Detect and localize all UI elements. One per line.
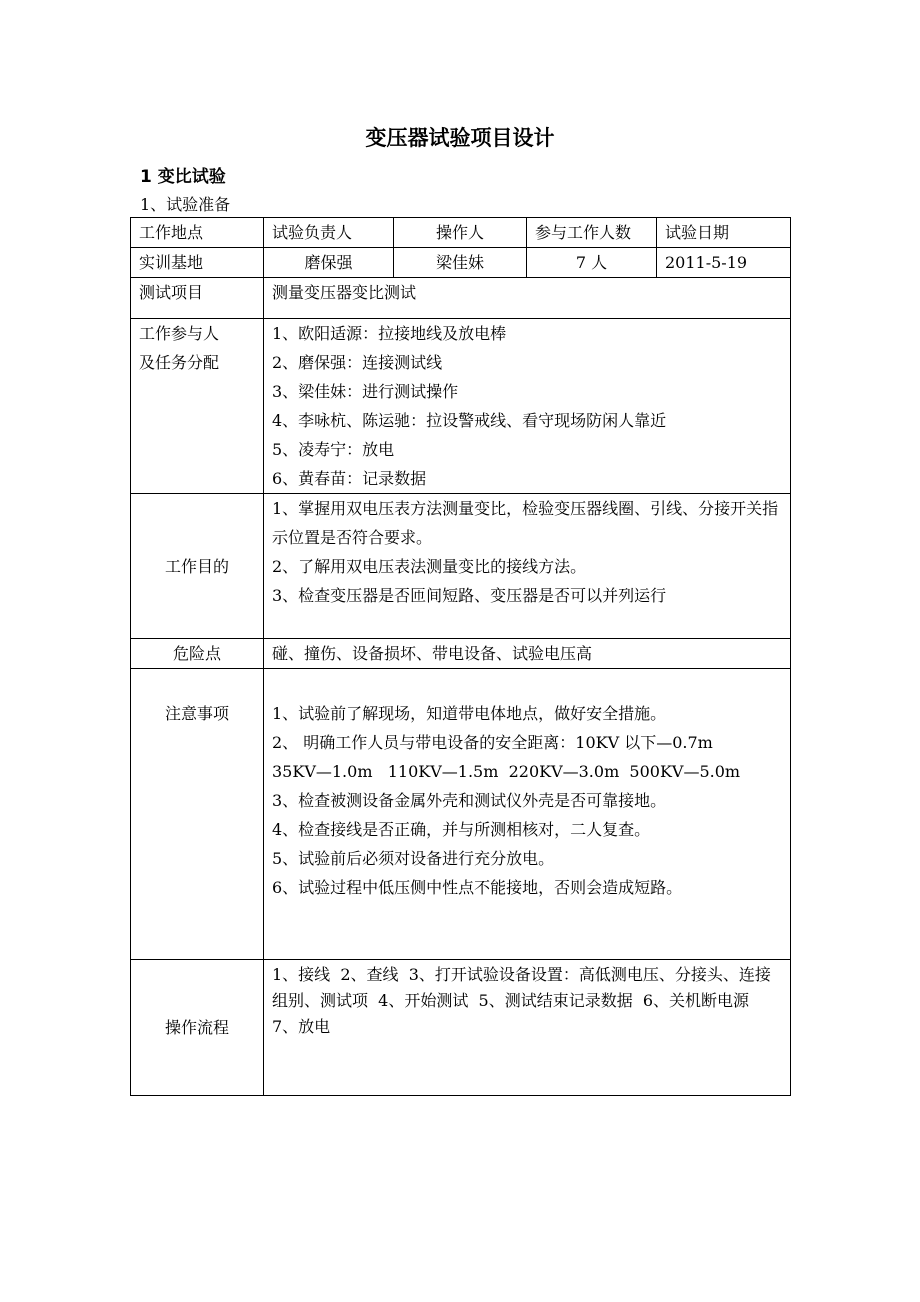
objectives-list	[264, 494, 791, 639]
precaution-item: 3、检查被测设备金属外壳和测试仪外壳是否可靠接地。	[272, 791, 667, 810]
hazards-value: 碰、撞伤、设备损坏、带电设备、试验电压高	[264, 639, 791, 669]
objective-item: 2、了解用双电压表法测量变比的接线方法。	[272, 557, 587, 576]
subsection-heading: 1、试验准备	[140, 195, 231, 214]
test-item-value: 测量变压器变比测试	[264, 278, 791, 319]
hazards-label: 危险点	[131, 639, 264, 669]
precaution-item: 5、试验前后必须对设备进行充分放电。	[272, 849, 555, 868]
header-cell-operator: 操作人	[394, 218, 527, 248]
table-row	[131, 669, 791, 960]
value-cell-operator: 梁佳妹	[394, 248, 527, 278]
test-plan-table	[130, 217, 791, 1096]
document-title: 变压器试验项目设计	[365, 126, 555, 150]
table-row	[131, 248, 791, 278]
table-row	[131, 278, 791, 319]
participants-label-cell	[131, 319, 264, 494]
header-cell-date: 试验日期	[657, 218, 791, 248]
procedure-text: 1、接线 2、查线 3、打开试验设备设置：高低测电压、分接头、连接组别、测试项 4、开始测试 5、测试结束记录数据 6、关机断电源 7、放电	[264, 960, 791, 1096]
value-cell-location: 实训基地	[131, 248, 264, 278]
participants-label-line-1: 工作参与人	[139, 324, 220, 343]
test-item-label: 测试项目	[131, 278, 264, 319]
participant-item: 4、李咏杭、陈运驰：拉设警戒线、看守现场防闲人靠近	[272, 411, 667, 430]
participant-item: 2、磨保强：连接测试线	[272, 353, 443, 372]
precaution-item: 6、试验过程中低压侧中性点不能接地，否则会造成短路。	[272, 878, 683, 897]
table-row	[131, 960, 791, 1096]
participants-label-line-2: 及任务分配	[139, 353, 220, 372]
table-row	[131, 319, 791, 494]
value-cell-leader: 磨保强	[264, 248, 394, 278]
objective-item: 1、掌握用双电压表方法测量变比，检验变压器线圈、引线、分接开关指示位置是否符合要求。	[272, 499, 779, 547]
section-heading: 1 变比试验	[140, 167, 226, 187]
precaution-item: 2、 明确工作人员与带电设备的安全距离：10KV 以下—0.7m	[272, 733, 713, 752]
objective-item: 3、检查变压器是否匝间短路、变压器是否可以并列运行	[272, 586, 667, 605]
table-row	[131, 494, 791, 639]
table-row	[131, 218, 791, 248]
participant-item: 5、凌寿宁：放电	[272, 440, 395, 459]
precautions-label: 注意事项	[131, 669, 264, 960]
table-row	[131, 639, 791, 669]
precaution-item: 35KV—1.0m 110KV—1.5m 220KV—3.0m 500KV—5.0m	[272, 762, 741, 781]
precaution-item: 1、试验前了解现场，知道带电体地点，做好安全措施。	[272, 704, 667, 723]
participant-item: 1、欧阳适源：拉接地线及放电棒	[272, 324, 507, 343]
participant-item: 6、黄春苗：记录数据	[272, 469, 427, 488]
header-cell-headcount: 参与工作人数	[527, 218, 657, 248]
participant-item: 3、梁佳妹：进行测试操作	[272, 382, 459, 401]
value-cell-headcount: 7 人	[527, 248, 657, 278]
precaution-item: 4、检查接线是否正确，并与所测相核对，二人复查。	[272, 820, 651, 839]
header-cell-location: 工作地点	[131, 218, 264, 248]
objectives-label: 工作目的	[131, 494, 264, 639]
participants-list	[264, 319, 791, 494]
procedure-label: 操作流程	[131, 960, 264, 1096]
value-cell-date: 2011-5-19	[657, 248, 791, 278]
header-cell-leader: 试验负责人	[264, 218, 394, 248]
precautions-list	[264, 669, 791, 960]
